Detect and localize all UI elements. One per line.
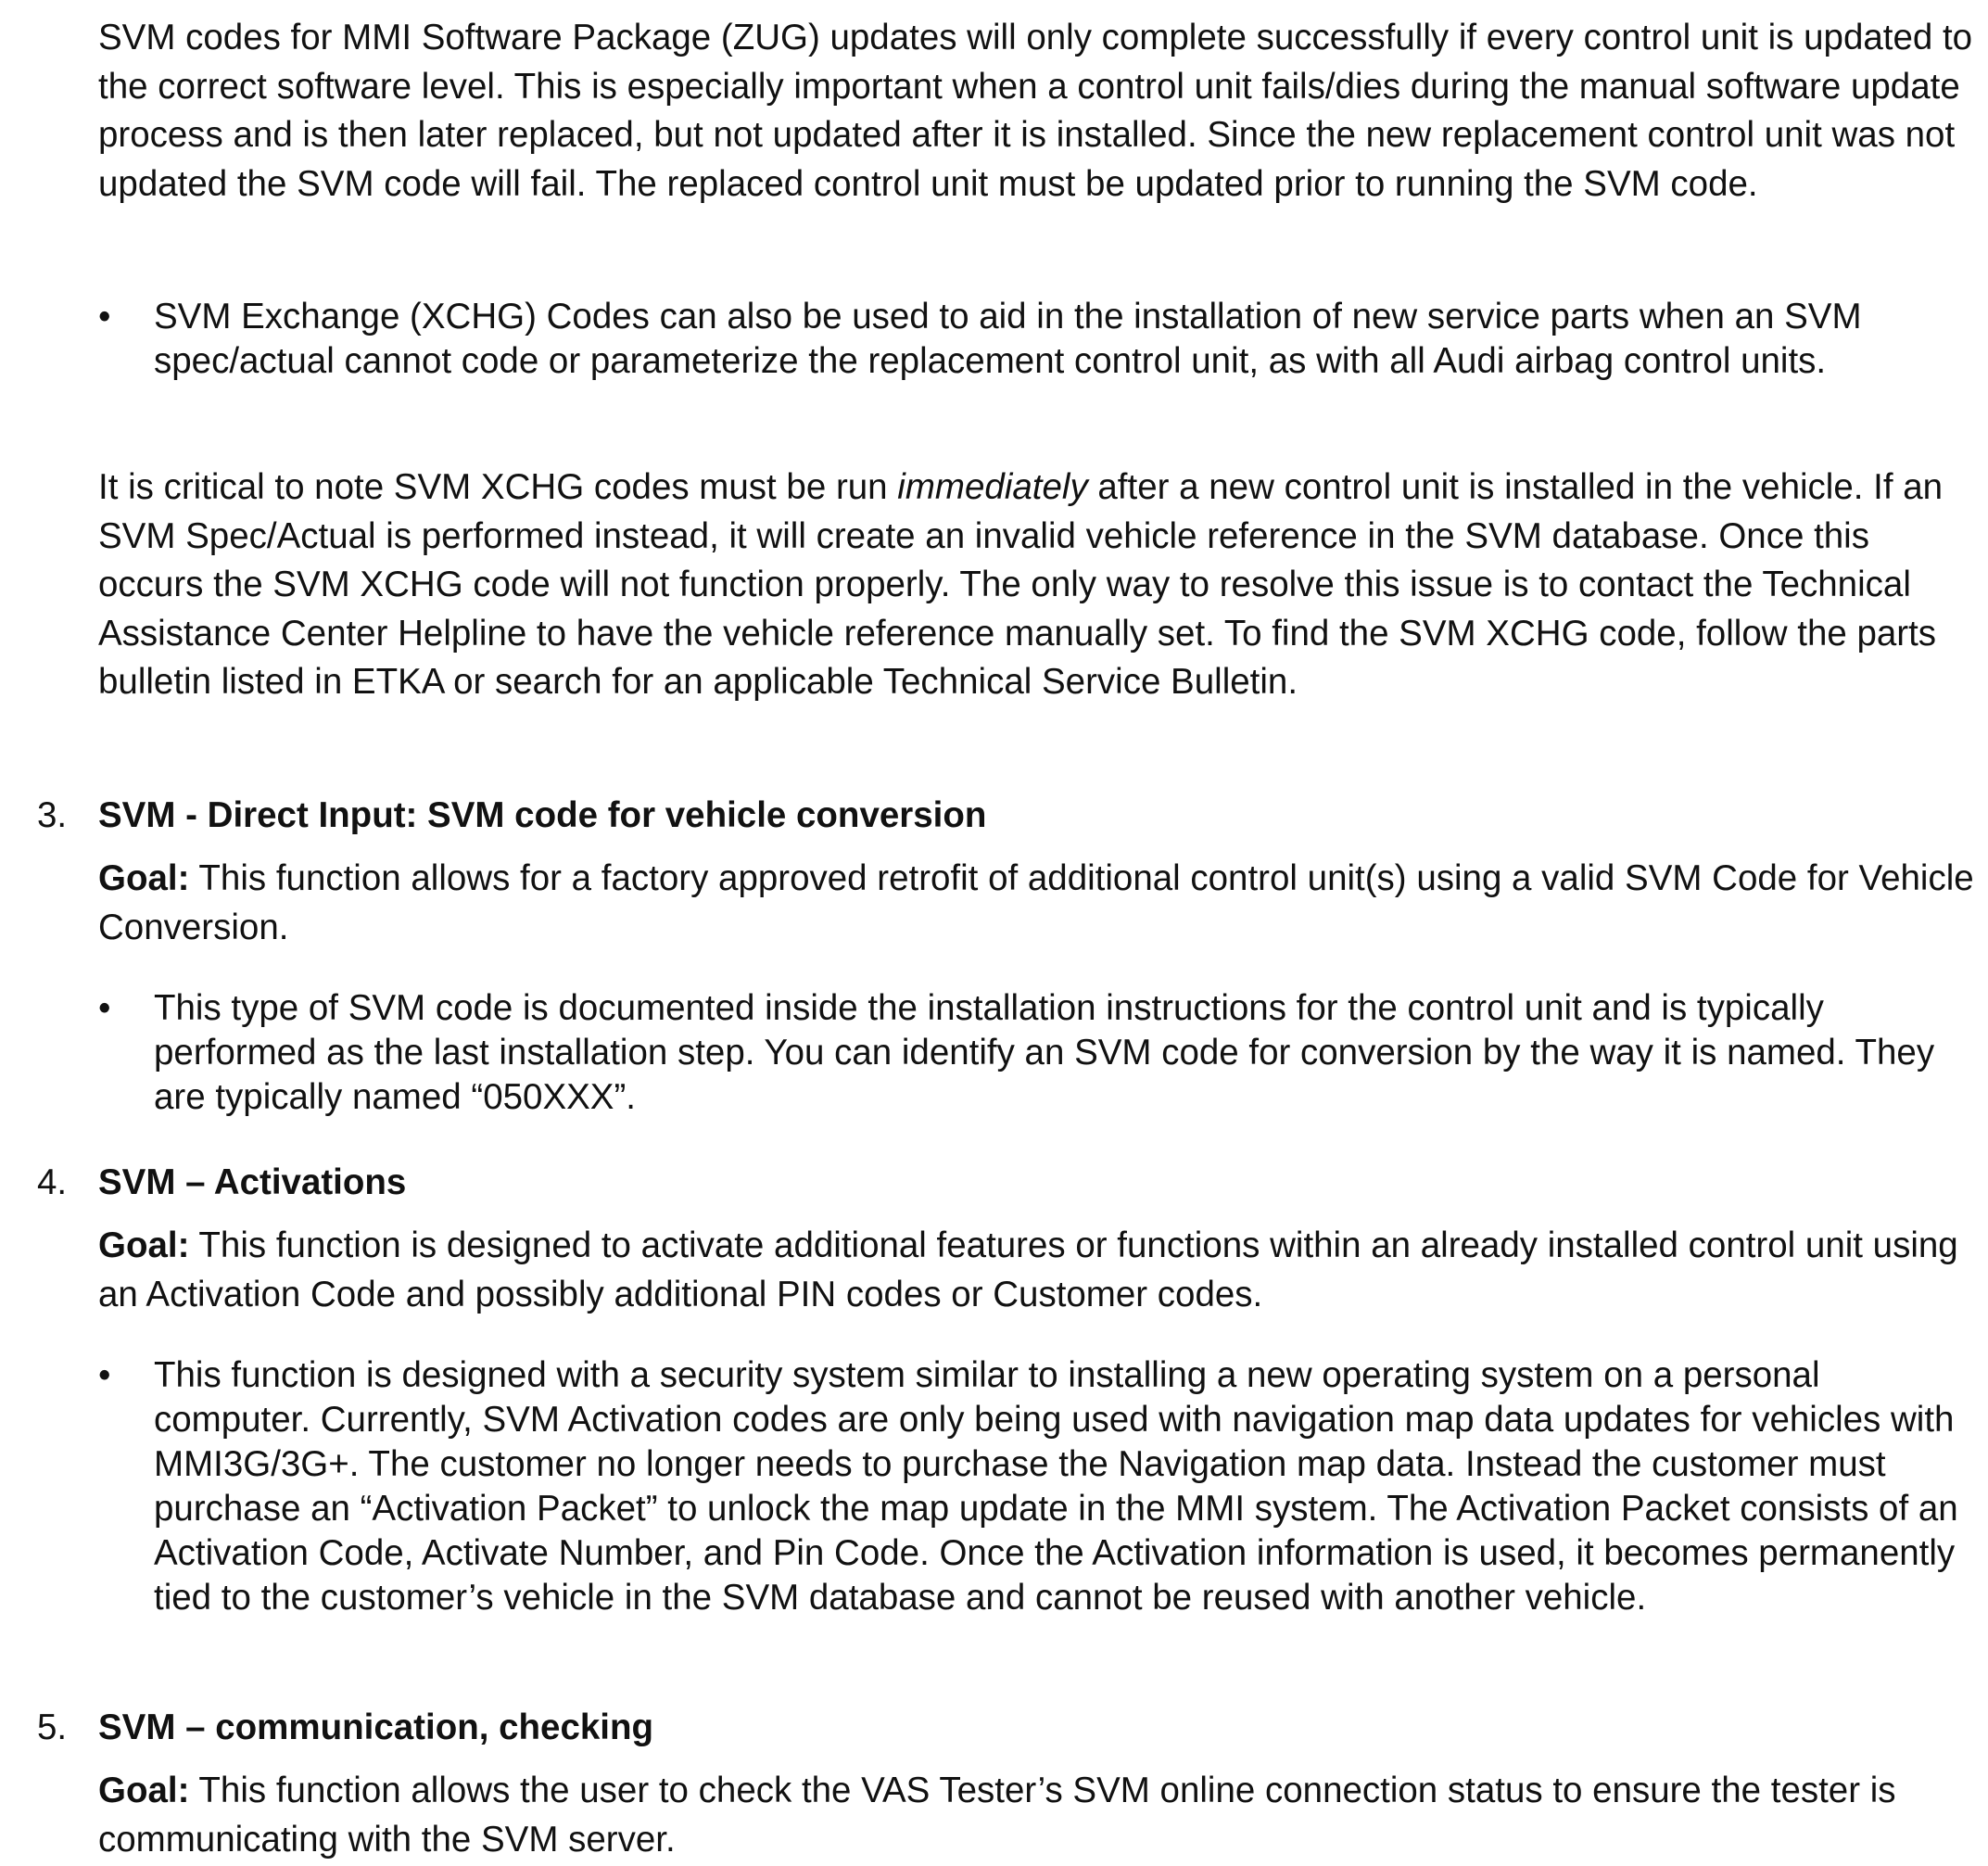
section-heading: [37, 792, 1974, 840]
section-title: SVM - Direct Input: SVM code for vehicle conversion: [98, 795, 987, 835]
section-heading: [37, 1704, 1974, 1752]
section-bullet-text: This function is designed with a security system similar to installing a new operating system on a personal computer. Currently, SVM Activation codes are only being used with navigation map data updates for vehicles with MMI3G/3G+. The customer no longer needs to purchase the Navigation map data. Instead the customer must purchase an “Activation Packet” to unlock the map update in the MMI system. The Activation Packet consists of an Activation Code, Activate Number, and Pin Code. Once the Activation information is used, it becomes permanently tied to the customer’s vehicle in the SVM database and cannot be reused with another vehicle.: [154, 1355, 1958, 1618]
critical-note-text-start: It is critical to note SVM XCHG codes must be run: [98, 467, 898, 507]
section-title: SVM – communication, checking: [98, 1707, 654, 1747]
section-number: 4.: [37, 1162, 68, 1202]
section-bullet-text: This type of SVM code is documented inside the installation instructions for the control unit and is typically performed as the last installation step. You can identify an SVM code for conversion by the way it is named. They are typically named “050XXX”.: [154, 988, 1935, 1117]
section-number: 5.: [37, 1707, 68, 1747]
intro-paragraph: SVM codes for MMI Software Package (ZUG) updates will only complete successfully if every control unit is updated to the correct software level. This is especially important when a control unit fails/dies during the manual software update process and is then later replaced, but not updated after it is installed. Since the new replacement control unit was not updated the SVM code will fail. The replaced control unit must be updated prior to running the SVM code.: [98, 18, 1973, 204]
critical-note-emphasis: immediately: [897, 467, 1088, 507]
section-bullet-item: [98, 986, 1980, 1120]
section-bullet-item: [98, 1353, 1980, 1620]
goal-text: This function is designed to activate additional features or functions within an already installed control unit using an Activation Code and possibly additional PIN codes or Customer codes.: [98, 1225, 1958, 1314]
critical-note-paragraph: [98, 463, 1980, 707]
bullet-icon: •: [98, 297, 111, 336]
critical-note-text-end: after a new control unit is installed in the vehicle. If an SVM Spec/Actual is performed instead, it will create an invalid vehicle reference in the SVM database. Once this occurs the SVM XCHG code will not function properly. The only way to resolve this issue is to contact the Technical Assistance Center Helpline to have the vehicle reference manually set. To find the SVM XCHG code, follow the parts bulletin listed in ETKA or search for an applicable Technical Service Bulletin.: [98, 467, 1944, 703]
goal-label: Goal:: [98, 858, 190, 898]
intro-bullet-text: SVM Exchange (XCHG) Codes can also be used to aid in the installation of new service parts when an SVM spec/actual cannot code or parameterize the replacement control unit, as with all Audi airbag control units.: [154, 297, 1862, 381]
section-number: 3.: [37, 795, 68, 835]
goal-text: This function allows the user to check the VAS Tester’s SVM online connection status to ensure the tester is communicating with the SVM server.: [98, 1771, 1896, 1860]
bullet-icon: •: [98, 988, 111, 1028]
goal-label: Goal:: [98, 1771, 190, 1810]
goal-label: Goal:: [98, 1225, 190, 1265]
section-goal: [98, 855, 1980, 952]
section-goal: [98, 1222, 1980, 1319]
section-title: SVM – Activations: [98, 1162, 407, 1202]
goal-text: This function allows for a factory approved retrofit of additional control unit(s) using a valid SVM Code for Vehicle Conversion.: [98, 858, 1974, 947]
section-heading: [37, 1159, 1974, 1207]
bullet-icon: •: [98, 1355, 111, 1395]
intro-bullet-item: [98, 295, 1980, 384]
section-goal: [98, 1767, 1980, 1864]
